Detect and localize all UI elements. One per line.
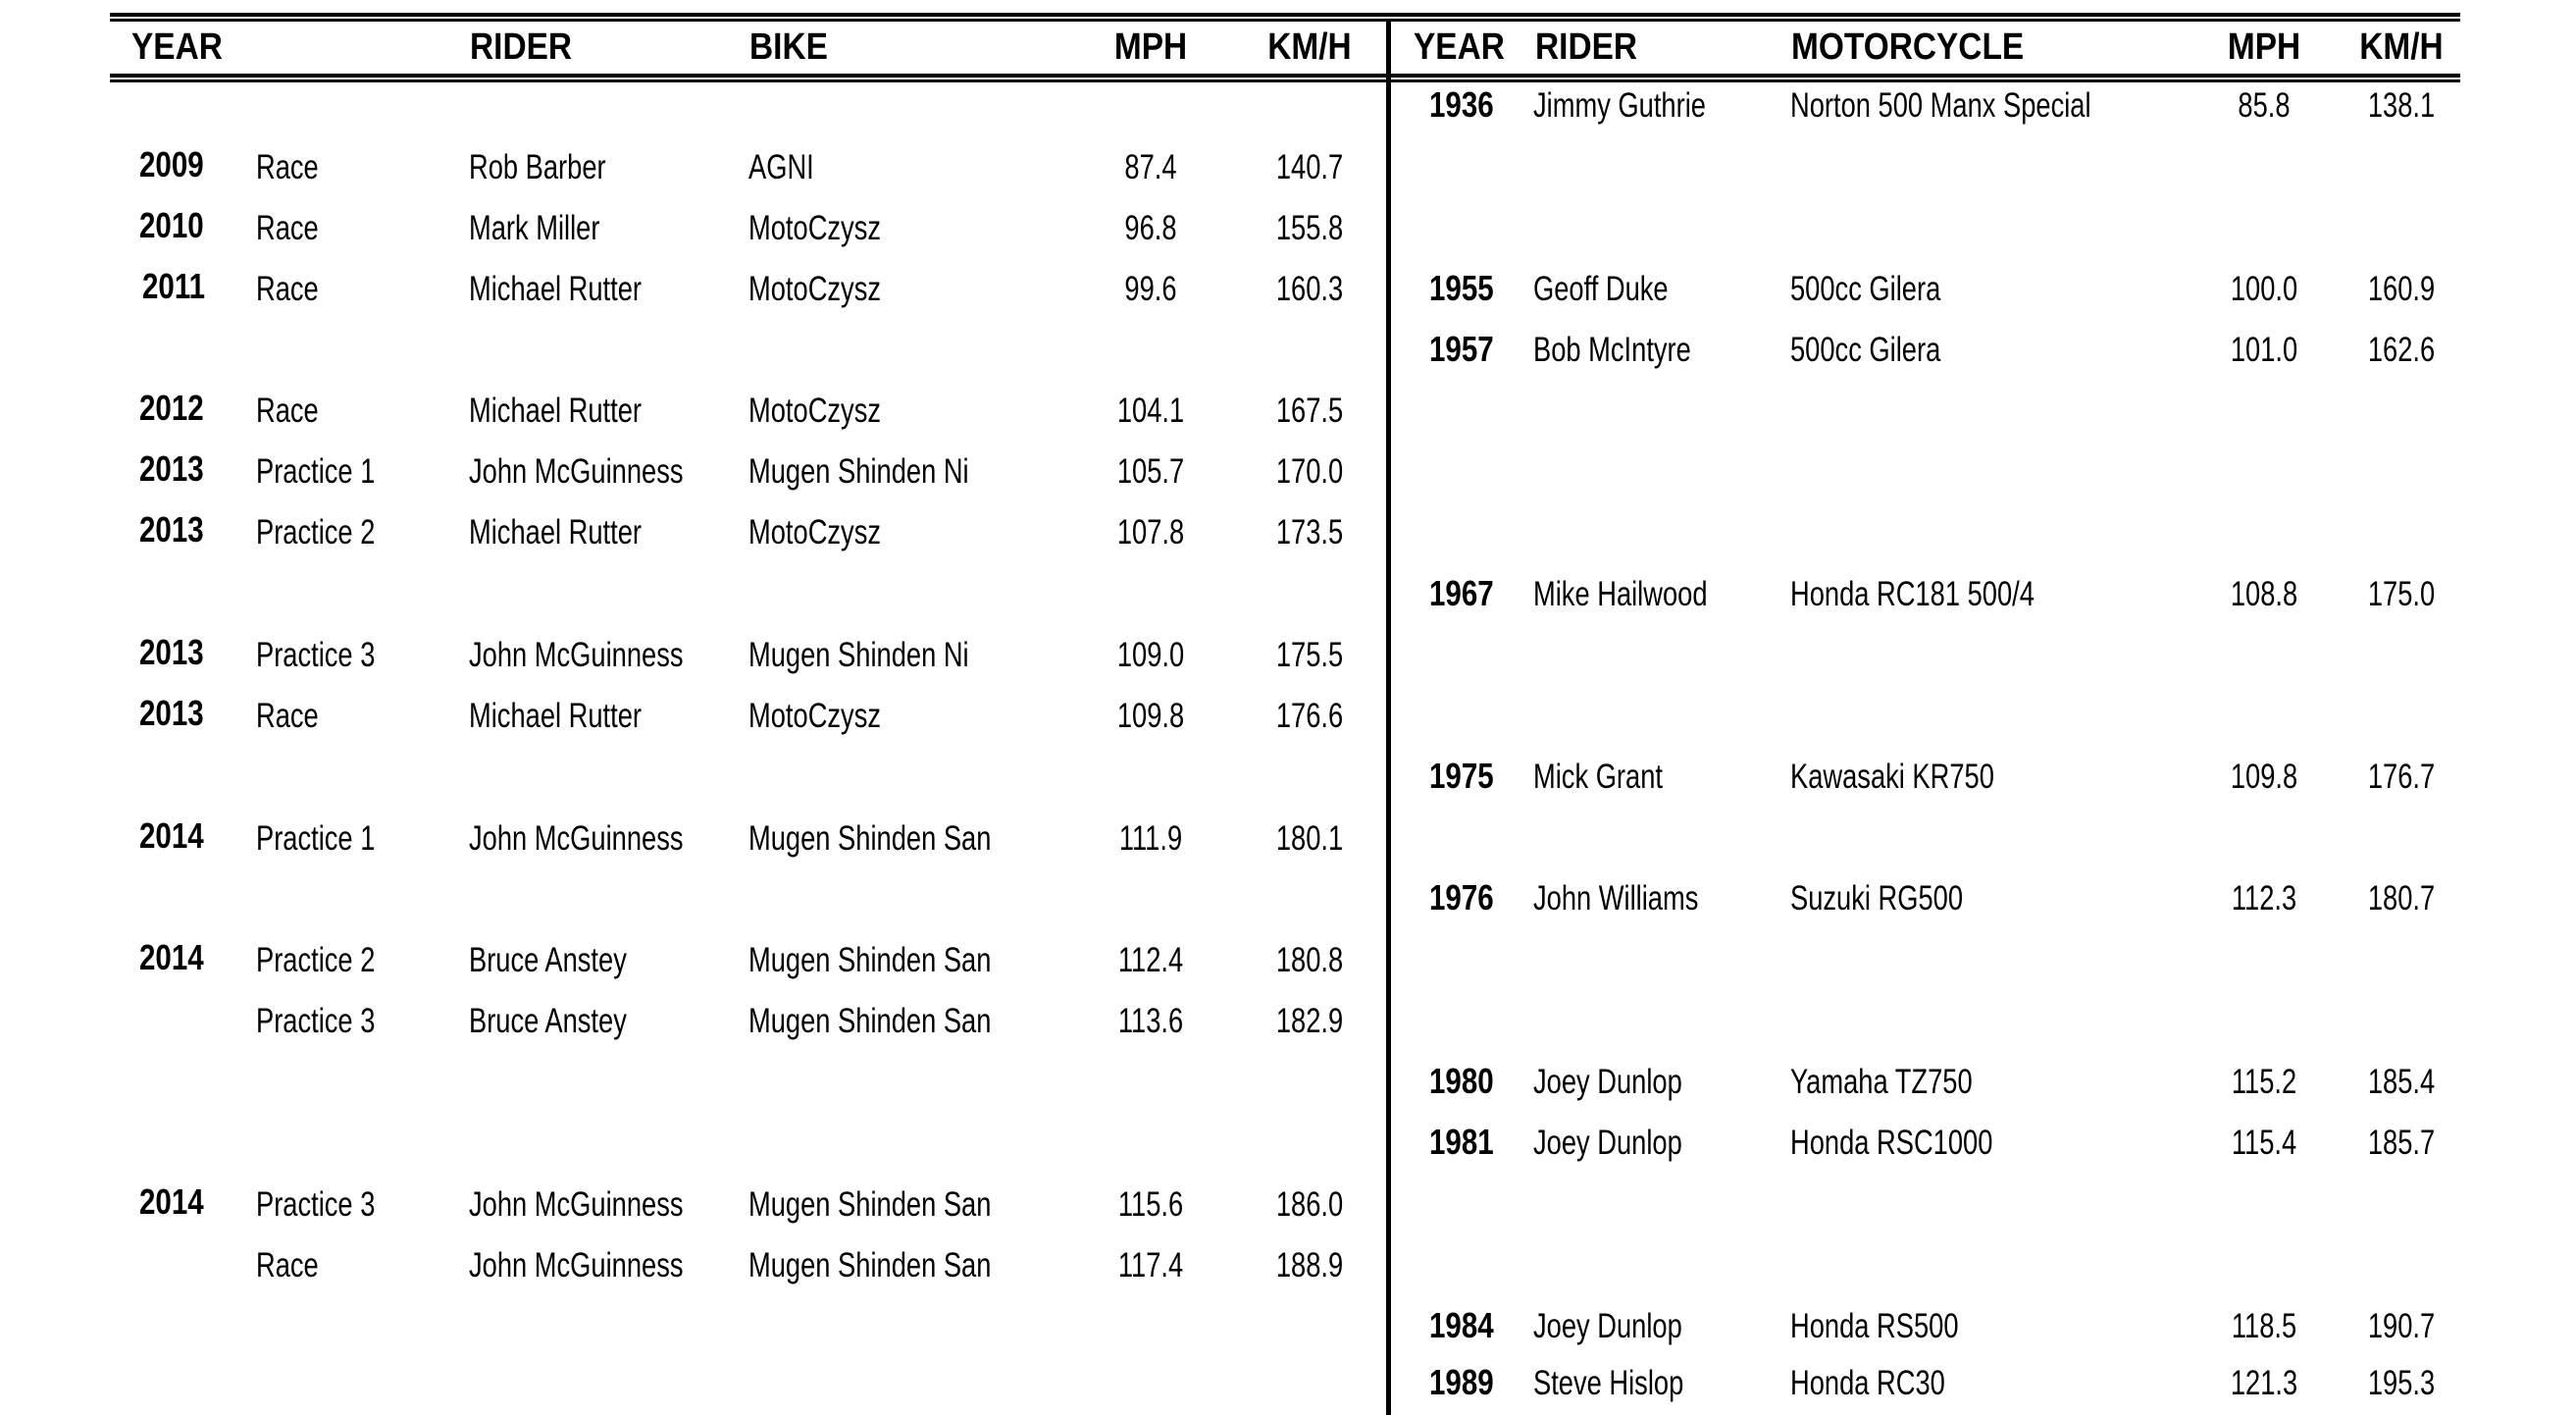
right-header-kmh: KM/H <box>2359 26 2444 68</box>
year-cell: 2014 <box>139 937 204 977</box>
year-cell: 2012 <box>139 388 204 428</box>
year-cell: 2014 <box>139 815 204 856</box>
rider-cell: Joey Dunlop <box>1533 1063 1682 1101</box>
motorcycle-cell: Honda RC181 500/4 <box>1790 575 2035 613</box>
year-cell: 1984 <box>1429 1305 1494 1345</box>
rider-cell: Michael Rutter <box>469 392 642 430</box>
kmh-cell: 180.8 <box>1275 941 1344 979</box>
year-cell: 1989 <box>1429 1362 1494 1402</box>
kmh-cell: 176.6 <box>1275 697 1344 735</box>
bike-cell: MotoCzysz <box>748 392 882 430</box>
session-cell: Race <box>256 270 319 308</box>
bike-cell: MotoCzysz <box>748 209 882 247</box>
session-cell: Practice 3 <box>256 1002 376 1040</box>
left-header-bike: BIKE <box>749 26 828 68</box>
year-cell: 2011 <box>142 266 206 306</box>
right-header-motorcycle: MOTORCYCLE <box>1791 26 2025 68</box>
year-cell: 1981 <box>1429 1122 1494 1162</box>
session-cell: Race <box>256 209 319 247</box>
mph-cell: 96.8 <box>1124 209 1177 247</box>
mph-cell: 109.0 <box>1116 636 1185 674</box>
motorcycle-cell: Honda RS500 <box>1790 1307 1959 1345</box>
kmh-cell: 180.7 <box>2367 879 2436 917</box>
rider-cell: Joey Dunlop <box>1533 1307 1682 1345</box>
rider-cell: Mark Miller <box>469 209 600 247</box>
rider-cell: John McGuinness <box>469 452 684 491</box>
mph-cell: 115.2 <box>2231 1063 2297 1101</box>
rider-cell: John McGuinness <box>469 1246 684 1284</box>
bike-cell: Mugen Shinden San <box>748 819 992 858</box>
table-divider <box>1386 19 1391 1415</box>
mph-cell: 115.6 <box>1117 1185 1184 1224</box>
right-header-rider: RIDER <box>1535 26 1638 68</box>
year-cell: 2009 <box>139 144 204 184</box>
session-cell: Practice 3 <box>256 1185 376 1224</box>
year-cell: 1955 <box>1429 268 1494 308</box>
kmh-cell: 190.7 <box>2367 1307 2436 1345</box>
kmh-cell: 188.9 <box>1275 1246 1344 1284</box>
kmh-cell: 167.5 <box>1275 392 1344 430</box>
session-cell: Race <box>256 392 319 430</box>
year-cell: 1975 <box>1429 756 1494 796</box>
session-cell: Practice 3 <box>256 636 376 674</box>
motorcycle-cell: Honda RC30 <box>1790 1364 1945 1402</box>
bike-cell: MotoCzysz <box>748 513 882 551</box>
mph-cell: 108.8 <box>2230 575 2298 613</box>
header-rule-2 <box>110 79 2460 82</box>
kmh-cell: 160.9 <box>2367 270 2436 308</box>
year-cell: 1980 <box>1429 1061 1494 1101</box>
rider-cell: John McGuinness <box>469 1185 684 1224</box>
rider-cell: John McGuinness <box>469 636 684 674</box>
rider-cell: Steve Hislop <box>1533 1364 1684 1402</box>
motorcycle-cell: Kawasaki KR750 <box>1790 758 1994 796</box>
year-cell: 2013 <box>139 693 204 733</box>
rider-cell: Michael Rutter <box>469 513 642 551</box>
session-cell: Race <box>256 1246 319 1284</box>
mph-cell: 115.4 <box>2231 1124 2297 1162</box>
left-header-rider: RIDER <box>470 26 573 68</box>
kmh-cell: 185.7 <box>2367 1124 2436 1162</box>
right-header-year: YEAR <box>1414 26 1505 68</box>
rider-cell: Bob McIntyre <box>1533 331 1691 369</box>
motorcycle-cell: 500cc Gilera <box>1790 331 1941 369</box>
kmh-cell: 195.3 <box>2367 1364 2436 1402</box>
rider-cell: Michael Rutter <box>469 270 642 308</box>
mph-cell: 100.0 <box>2230 270 2298 308</box>
top-rule-1 <box>110 13 2460 17</box>
year-cell: 1967 <box>1429 573 1494 613</box>
kmh-cell: 180.1 <box>1275 819 1344 858</box>
mph-cell: 101.0 <box>2230 331 2298 369</box>
kmh-cell: 162.6 <box>2367 331 2436 369</box>
year-cell: 2013 <box>139 448 204 489</box>
motorcycle-cell: Honda RSC1000 <box>1790 1124 1993 1162</box>
session-cell: Practice 1 <box>256 452 376 491</box>
rider-cell: Rob Barber <box>469 148 606 186</box>
mph-cell: 113.6 <box>1117 1002 1184 1040</box>
mph-cell: 121.3 <box>2230 1364 2298 1402</box>
session-cell: Practice 2 <box>256 513 376 551</box>
mph-cell: 118.5 <box>2231 1307 2297 1345</box>
bike-cell: MotoCzysz <box>748 270 882 308</box>
header-rule-1 <box>110 74 2460 78</box>
right-header-mph: MPH <box>2227 26 2301 68</box>
left-header-kmh: KM/H <box>1267 26 1352 68</box>
bike-cell: Mugen Shinden Ni <box>748 636 969 674</box>
mph-cell: 112.3 <box>2231 879 2297 917</box>
kmh-cell: 185.4 <box>2367 1063 2436 1101</box>
mph-cell: 117.4 <box>1117 1246 1184 1284</box>
motorcycle-cell: 500cc Gilera <box>1790 270 1941 308</box>
bike-cell: MotoCzysz <box>748 697 882 735</box>
rider-cell: Joey Dunlop <box>1533 1124 1682 1162</box>
kmh-cell: 155.8 <box>1275 209 1344 247</box>
bike-cell: Mugen Shinden San <box>748 1002 992 1040</box>
mph-cell: 104.1 <box>1116 392 1185 430</box>
kmh-cell: 173.5 <box>1275 513 1344 551</box>
year-cell: 1957 <box>1429 329 1494 369</box>
mph-cell: 111.9 <box>1118 819 1183 858</box>
mph-cell: 99.6 <box>1124 270 1177 308</box>
motorcycle-cell: Norton 500 Manx Special <box>1790 86 2091 125</box>
rider-cell: Bruce Anstey <box>469 941 627 979</box>
bike-cell: Mugen Shinden Ni <box>748 452 969 491</box>
year-cell: 2014 <box>139 1181 204 1222</box>
kmh-cell: 160.3 <box>1275 270 1344 308</box>
mph-cell: 112.4 <box>1117 941 1184 979</box>
kmh-cell: 182.9 <box>1275 1002 1344 1040</box>
mph-cell: 109.8 <box>2230 758 2298 796</box>
kmh-cell: 175.5 <box>1275 636 1344 674</box>
year-cell: 2013 <box>139 632 204 672</box>
rider-cell: Mick Grant <box>1533 758 1663 796</box>
year-cell: 1976 <box>1429 877 1494 917</box>
bike-cell: Mugen Shinden San <box>748 941 992 979</box>
left-header-mph: MPH <box>1113 26 1188 68</box>
kmh-cell: 175.0 <box>2367 575 2436 613</box>
bike-cell: Mugen Shinden San <box>748 1185 992 1224</box>
mph-cell: 109.8 <box>1116 697 1185 735</box>
motorcycle-cell: Suzuki RG500 <box>1790 879 1964 917</box>
rider-cell: Michael Rutter <box>469 697 642 735</box>
rider-cell: John McGuinness <box>469 819 684 858</box>
year-cell: 2013 <box>139 509 204 550</box>
year-cell: 2010 <box>139 205 204 245</box>
rider-cell: Geoff Duke <box>1533 270 1669 308</box>
kmh-cell: 176.7 <box>2367 758 2436 796</box>
kmh-cell: 140.7 <box>1275 148 1344 186</box>
left-header-year: YEAR <box>131 26 223 68</box>
session-cell: Race <box>256 697 319 735</box>
kmh-cell: 170.0 <box>1275 452 1344 491</box>
bike-cell: Mugen Shinden San <box>748 1246 992 1284</box>
session-cell: Practice 2 <box>256 941 376 979</box>
rider-cell: John Williams <box>1533 879 1699 917</box>
rider-cell: Mike Hailwood <box>1533 575 1708 613</box>
top-rule-2 <box>110 19 2460 22</box>
mph-cell: 87.4 <box>1124 148 1177 186</box>
kmh-cell: 186.0 <box>1275 1185 1344 1224</box>
kmh-cell: 138.1 <box>2367 86 2436 125</box>
rider-cell: Jimmy Guthrie <box>1533 86 1706 125</box>
session-cell: Race <box>256 148 319 186</box>
mph-cell: 107.8 <box>1116 513 1185 551</box>
motorcycle-cell: Yamaha TZ750 <box>1790 1063 1973 1101</box>
rider-cell: Bruce Anstey <box>469 1002 627 1040</box>
mph-cell: 85.8 <box>2238 86 2291 125</box>
session-cell: Practice 1 <box>256 819 376 858</box>
year-cell: 1936 <box>1429 84 1494 125</box>
bike-cell: AGNI <box>748 148 814 186</box>
mph-cell: 105.7 <box>1116 452 1185 491</box>
